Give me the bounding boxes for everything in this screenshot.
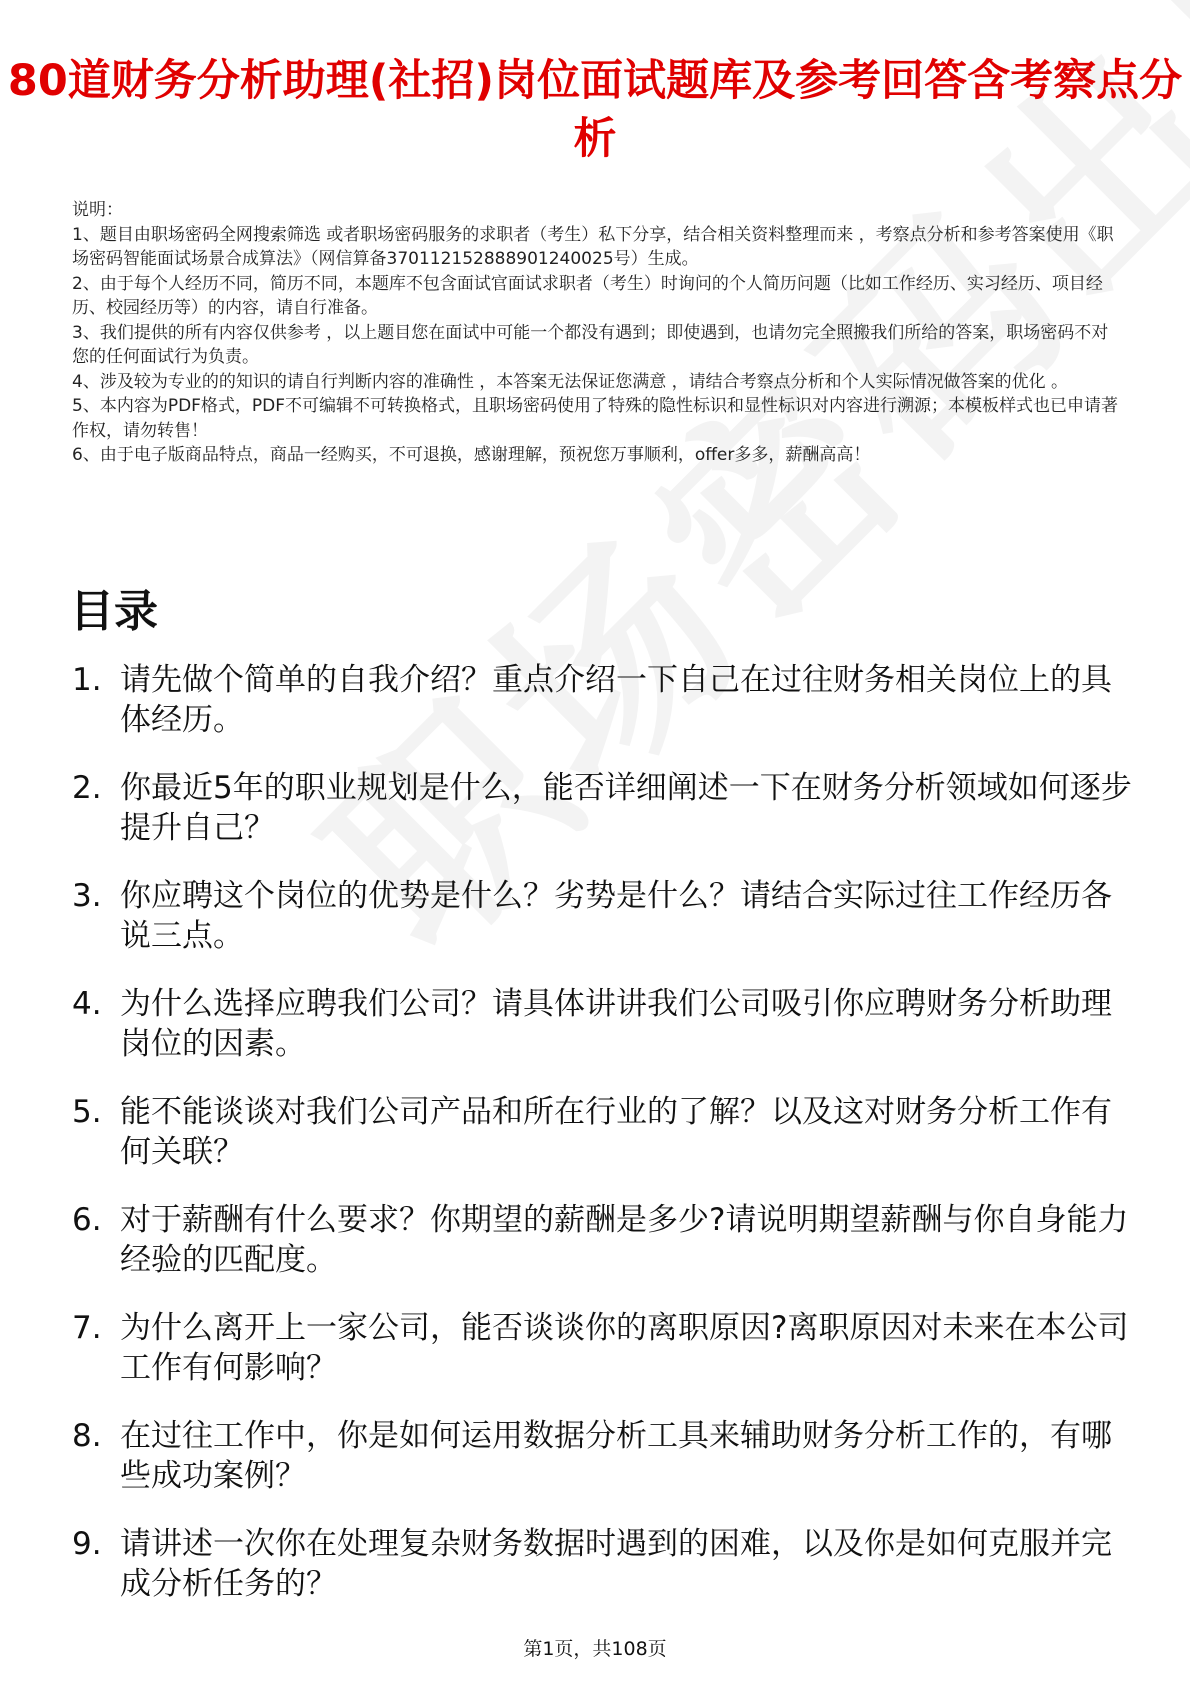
question-item[interactable] [72, 660, 1132, 740]
question-text: 在过往工作中，你是如何运用数据分析工具来辅助财务分析工作的，有哪些成功案例？ [120, 1418, 1112, 1494]
question-item[interactable] [72, 984, 1132, 1064]
question-text: 请先做个简单的自我介绍？重点介绍一下自己在过往财务相关岗位上的具体经历。 [120, 662, 1112, 738]
note-item: 3、我们提供的所有内容仅供参考 ，以上题目您在面试中可能一个都没有遇到；即使遇到，也请勿完全照搬我们所给的答案，职场密码不对您的任何面试行为负责。 [72, 322, 1109, 367]
question-text: 请讲述一次你在处理复杂财务数据时遇到的困难，以及你是如何克服并完成分析任务的？ [120, 1526, 1112, 1602]
question-text: 能不能谈谈对我们公司产品和所在行业的了解？以及这对财务分析工作有何关联？ [120, 1094, 1112, 1170]
page-footer: 第1页，共108页 [523, 1638, 667, 1660]
question-number: 4. [72, 986, 102, 1022]
question-item[interactable] [72, 768, 1132, 848]
question-number: 5. [72, 1094, 102, 1130]
question-item[interactable] [72, 1200, 1132, 1280]
question-number: 3. [72, 878, 102, 914]
question-number: 6. [72, 1202, 102, 1238]
question-text: 你最近5年的职业规划是什么，能否详细阐述一下在财务分析领域如何逐步提升自己？ [120, 770, 1132, 846]
question-number: 8. [72, 1418, 102, 1454]
note-item: 2、由于每个人经历不同，简历不同，本题库不包含面试官面试求职者（考生）时询问的个人简历问题（比如工作经历、实习经历、项目经历、校园经历等）的内容，请自行准备。 [72, 273, 1103, 318]
question-list [72, 660, 1132, 1632]
note-item: 6、由于电子版商品特点，商品一经购买，不可退换，感谢理解，预祝您万事顺利，offer多多，薪酬高高！ [72, 445, 871, 465]
question-item[interactable] [72, 1416, 1132, 1496]
question-number: 9. [72, 1526, 102, 1562]
toc-heading: 目录 [70, 586, 158, 637]
question-item[interactable] [72, 876, 1132, 956]
question-text: 你应聘这个岗位的优势是什么？劣势是什么？请结合实际过往工作经历各说三点。 [120, 878, 1112, 954]
notes-section [72, 198, 1122, 468]
notes-heading: 说明： [72, 200, 123, 220]
question-text: 为什么离开上一家公司，能否谈谈你的离职原因?离职原因对未来在本公司工作有何影响？ [120, 1310, 1129, 1386]
question-text: 对于薪酬有什么要求？你期望的薪酬是多少?请说明期望薪酬与你自身能力经验的匹配度。 [120, 1202, 1129, 1278]
question-item[interactable] [72, 1524, 1132, 1604]
question-text: 为什么选择应聘我们公司？请具体讲讲我们公司吸引你应聘财务分析助理岗位的因素。 [120, 986, 1112, 1062]
question-item[interactable] [72, 1308, 1132, 1388]
page-title: 80道财务分析助理(社招)岗位面试题库及参考回答含考察点分析 [7, 56, 1183, 164]
question-item[interactable] [72, 1092, 1132, 1172]
question-number: 2. [72, 770, 102, 806]
question-number: 7. [72, 1310, 102, 1346]
note-item: 1、题目由职场密码全网搜索筛选 或者职场密码服务的求职者（考生）私下分享，结合相关资料整理而来 ，考察点分析和参考答案使用《职场密码智能面试场景合成算法》（网信算备370112152888901240025号）生成。 [72, 224, 1114, 269]
note-item: 4、涉及较为专业的的知识的请自行判断内容的准确性 ，本答案无法保证您满意 ，请结合考察点分析和个人实际情况做答案的优化 。 [72, 371, 1069, 392]
question-number: 1. [72, 662, 102, 698]
note-item: 5、本内容为PDF格式，PDF不可编辑不可转换格式，且职场密码使用了特殊的隐性标识和显性标识对内容进行溯源；本模板样式也已申请著作权，请勿转售！ [72, 396, 1119, 441]
